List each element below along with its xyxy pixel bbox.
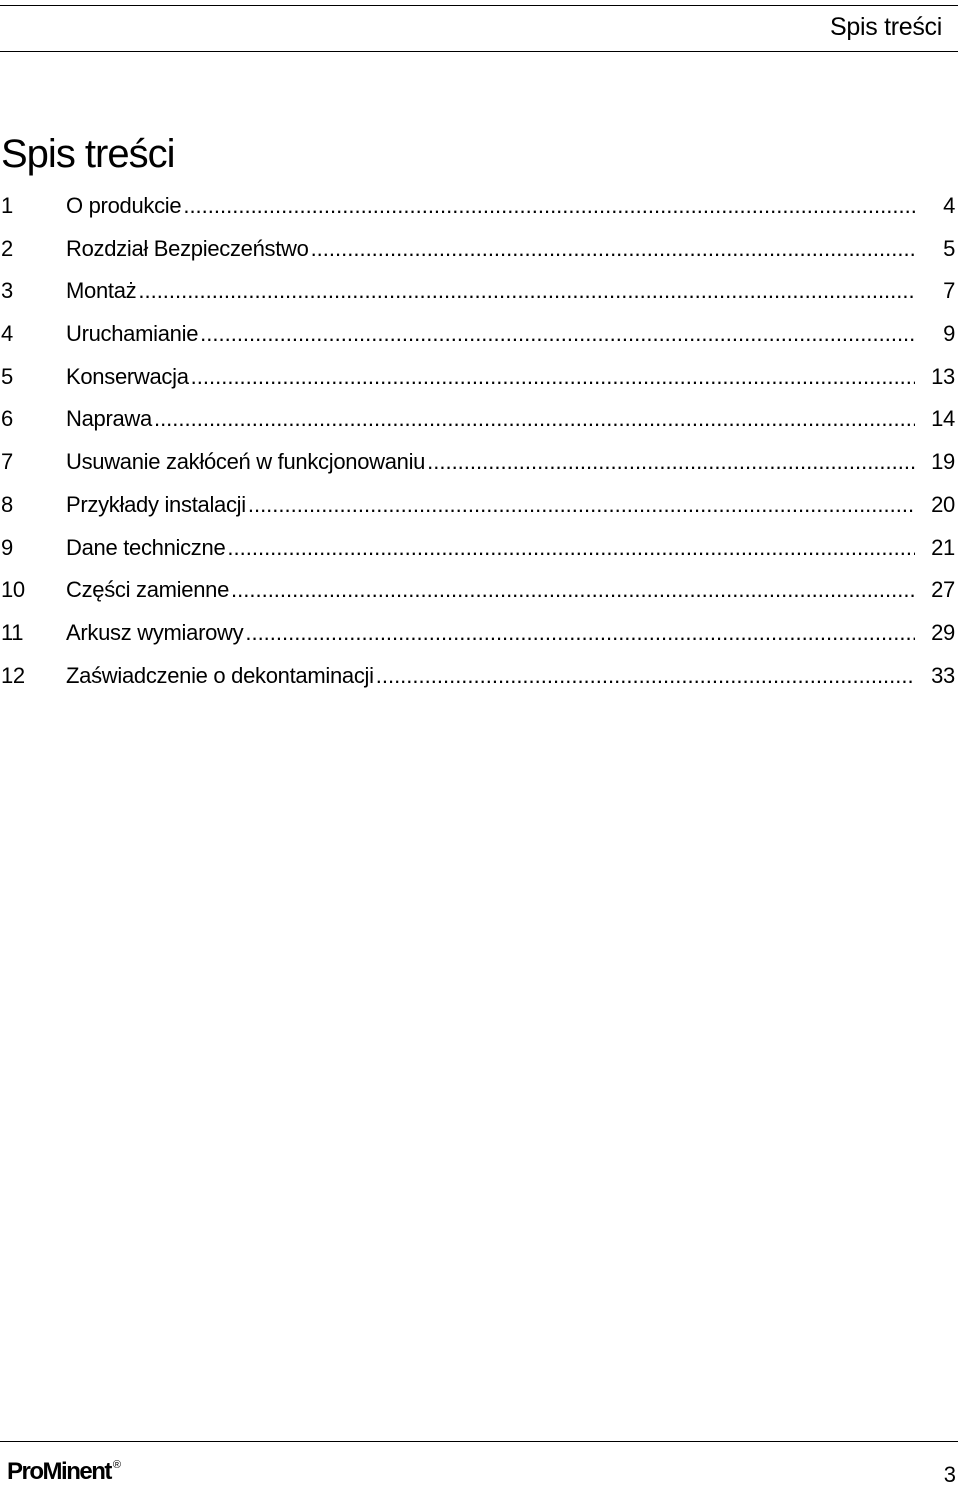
toc-entry-title: Naprawa — [66, 406, 152, 432]
logo-text-part: o — [29, 1458, 43, 1485]
toc-entry[interactable] — [0, 612, 958, 655]
footer-rule — [0, 1441, 958, 1442]
toc-entry[interactable] — [0, 527, 958, 570]
toc-entry[interactable] — [0, 655, 958, 698]
toc-entry-title: Konserwacja — [66, 363, 189, 389]
top-rule — [0, 5, 958, 6]
toc-entry[interactable] — [0, 398, 958, 441]
toc-entry-number: 8 — [1, 491, 13, 517]
toc-entry-page: 33 — [931, 662, 955, 688]
prominent-logo — [7, 1459, 121, 1485]
toc-entry-number: 10 — [1, 577, 25, 603]
toc-entry-title: Przykłady instalacji — [66, 491, 246, 517]
toc-entry-number: 1 — [1, 193, 13, 218]
toc-entry-number: 6 — [1, 406, 13, 432]
toc-entry-title: Usuwanie zakłóceń w funkcjonowaniu — [66, 449, 426, 475]
toc-entry-title: Zaświadczenie o dekontaminacji — [66, 662, 374, 688]
toc-dot-leader — [154, 398, 915, 440]
toc-dot-leader — [231, 569, 915, 611]
toc-dot-leader — [248, 484, 915, 526]
toc-entry-number: 5 — [1, 363, 13, 389]
running-header: Spis treści — [829, 13, 942, 41]
toc-entry[interactable] — [0, 270, 958, 313]
toc-dot-leader — [200, 313, 915, 355]
toc-dot-leader — [376, 655, 915, 697]
header-rule — [0, 51, 958, 52]
toc-entry-page: 9 — [943, 321, 955, 347]
toc-entry-title: Części zamienne — [66, 577, 230, 603]
table-of-contents — [0, 185, 958, 697]
toc-entry-number: 4 — [1, 321, 13, 347]
toc-entry-title: Uruchamianie — [66, 321, 199, 347]
toc-entry-title: Montaż — [66, 278, 137, 304]
toc-entry-page: 29 — [931, 619, 955, 645]
toc-dot-leader — [427, 441, 915, 483]
registered-mark: ® — [112, 1459, 121, 1471]
toc-entry[interactable] — [0, 313, 958, 356]
toc-entry-page: 21 — [931, 534, 955, 560]
toc-dot-leader — [183, 185, 915, 227]
toc-entry-number: 12 — [1, 662, 25, 688]
toc-entry[interactable] — [0, 441, 958, 484]
page-number: 3 — [943, 1462, 956, 1487]
toc-dot-leader — [311, 228, 915, 270]
toc-entry-page: 14 — [931, 406, 955, 432]
toc-entry-number: 7 — [1, 449, 13, 475]
toc-entry-title: Arkusz wymiarowy — [66, 619, 244, 645]
toc-entry[interactable] — [0, 484, 958, 527]
toc-entry-page: 5 — [943, 235, 955, 261]
page-title: Spis treści — [1, 132, 175, 176]
toc-dot-leader — [138, 270, 915, 312]
toc-entry-page: 19 — [931, 449, 955, 475]
toc-entry-page: 7 — [943, 278, 955, 304]
logo-text-part: Minent — [42, 1458, 111, 1485]
toc-entry[interactable] — [0, 356, 958, 399]
logo-text-part: Pr — [7, 1458, 30, 1485]
toc-dot-leader — [227, 527, 915, 569]
toc-dot-leader — [191, 356, 915, 398]
toc-entry[interactable] — [0, 228, 958, 271]
toc-entry-title: Dane techniczne — [66, 534, 226, 560]
toc-entry-page: 20 — [931, 491, 955, 517]
toc-entry-page: 27 — [931, 577, 955, 603]
toc-entry-number: 9 — [1, 534, 13, 560]
toc-dot-leader — [245, 612, 915, 654]
toc-entry-title: O produkcie — [66, 193, 182, 218]
toc-entry-number: 3 — [1, 278, 13, 304]
toc-entry-page: 4 — [943, 193, 955, 218]
toc-entry[interactable] — [0, 569, 958, 612]
toc-entry-number: 11 — [1, 619, 24, 645]
toc-entry-title: Rozdział Bezpieczeństwo — [66, 235, 309, 261]
toc-entry-page: 13 — [931, 363, 955, 389]
toc-entry-number: 2 — [1, 235, 13, 261]
toc-entry[interactable] — [0, 185, 958, 228]
